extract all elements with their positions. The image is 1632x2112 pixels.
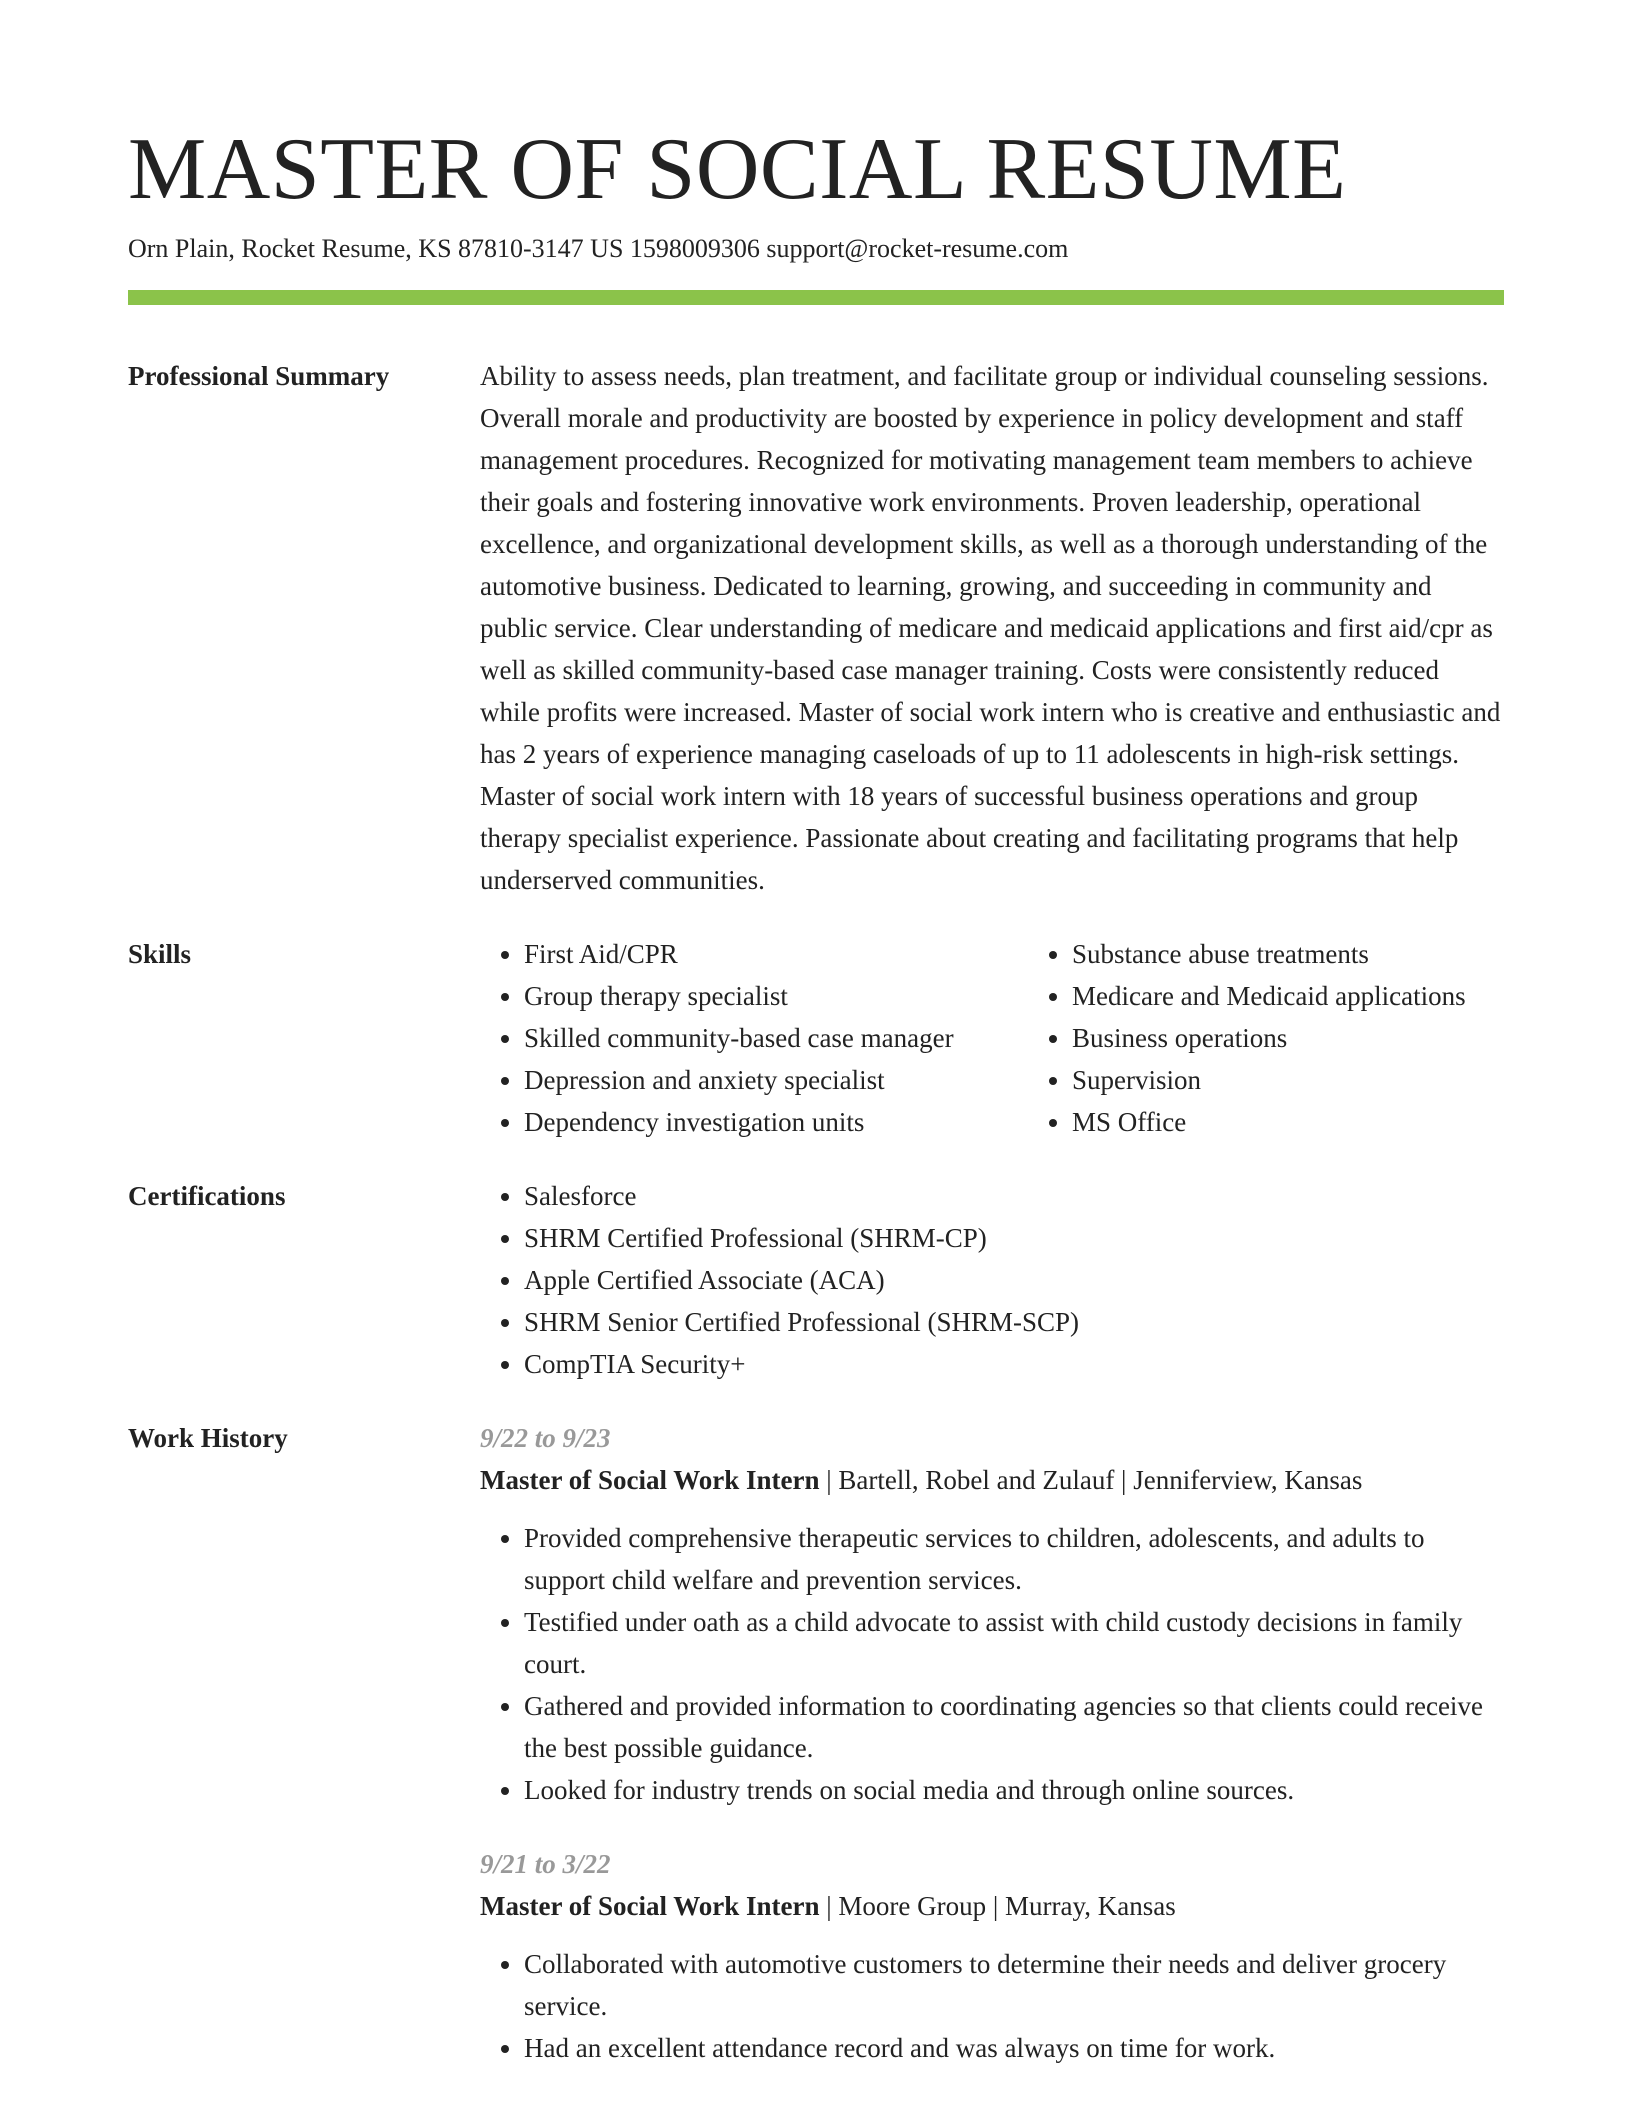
certifications-heading: Certifications bbox=[128, 1181, 286, 1211]
job-dates: 9/22 to 9/23 bbox=[480, 1423, 611, 1453]
job-entry bbox=[480, 1843, 1504, 2069]
skill-item: • Medicare and Medicaid applications bbox=[1072, 975, 1504, 1017]
resume-name: MASTER OF SOCIAL RESUME bbox=[128, 121, 1347, 218]
job-entry bbox=[480, 1417, 1504, 1811]
job-bullet: • Looked for industry trends on social media and through online sources. bbox=[524, 1769, 1504, 1811]
job-title: Master of Social Work Intern bbox=[480, 1465, 820, 1495]
job-title-line bbox=[480, 1459, 1504, 1501]
job-dates: 9/21 to 3/22 bbox=[480, 1849, 611, 1879]
job-bullets bbox=[480, 1943, 1504, 2069]
job-title: Master of Social Work Intern bbox=[480, 1891, 820, 1921]
skill-item: • MS Office bbox=[1072, 1101, 1504, 1143]
job-title-line bbox=[480, 1885, 1504, 1927]
job-bullet: • Collaborated with automotive customers to determine their needs and deliver grocery service. bbox=[524, 1943, 1504, 2027]
skill-item: • Substance abuse treatments bbox=[1072, 933, 1504, 975]
contact-line: Orn Plain, Rocket Resume, KS 87810-3147 US 1598009306 support@rocket-resume.com bbox=[128, 234, 1069, 263]
skill-item: • Supervision bbox=[1072, 1059, 1504, 1101]
certification-item: • Salesforce bbox=[524, 1175, 1504, 1217]
accent-divider bbox=[128, 290, 1504, 305]
job-bullet: • Testified under oath as a child advocate to assist with child custody decisions in family court. bbox=[524, 1601, 1504, 1685]
summary-text: Ability to assess needs, plan treatment, and facilitate group or individual counseling sessions. Overall morale and productivity are boosted by experience in policy development and staff management procedures. Recognized for motivating management team members to achieve their goals and fostering innovative work environments. Proven leadership, operational excellence, and organizational development skills, as well as a thorough understanding of the automotive business. Dedicated to learning, growing, and succeeding in community and public service. Clear understanding of medicare and medicaid applications and first aid/cpr as well as skilled community-based case manager training. Costs were consistently reduced while profits were increased. Master of social work intern who is creative and enthusiastic and has 2 years of experience managing caseloads of up to 11 adolescents in high-risk settings. Master of social work intern with 18 years of successful business operations and group therapy specialist experience. Passionate about creating and facilitating programs that help underserved communities. bbox=[480, 361, 1501, 895]
resume-page bbox=[128, 0, 1504, 2069]
summary-heading: Professional Summary bbox=[128, 361, 390, 391]
job-employer-location: | Moore Group | Murray, Kansas bbox=[819, 1891, 1176, 1921]
skills-heading: Skills bbox=[128, 939, 192, 969]
job-bullet: • Provided comprehensive therapeutic services to children, adolescents, and adults to support child welfare and prevention services. bbox=[524, 1517, 1504, 1601]
certifications-section bbox=[128, 1175, 1504, 1385]
job-bullets bbox=[480, 1517, 1504, 1811]
skill-item: • Skilled community-based case manager bbox=[524, 1017, 1028, 1059]
skills-list-column-2 bbox=[1028, 933, 1504, 1143]
certification-item: • Apple Certified Associate (ACA) bbox=[524, 1259, 1504, 1301]
skill-item: • First Aid/CPR bbox=[524, 933, 1028, 975]
skill-item: • Business operations bbox=[1072, 1017, 1504, 1059]
certification-item: • CompTIA Security+ bbox=[524, 1343, 1504, 1385]
job-bullet: • Gathered and provided information to coordinating agencies so that clients could receive the best possible guidance. bbox=[524, 1685, 1504, 1769]
job-bullet: • Had an excellent attendance record and was always on time for work. bbox=[524, 2027, 1504, 2069]
work-history-section bbox=[128, 1417, 1504, 2069]
summary-section bbox=[128, 355, 1504, 901]
certifications-list bbox=[480, 1175, 1504, 1385]
certification-item: • SHRM Certified Professional (SHRM-CP) bbox=[524, 1217, 1504, 1259]
job-employer-location: | Bartell, Robel and Zulauf | Jenniferview, Kansas bbox=[819, 1465, 1363, 1495]
skill-item: • Depression and anxiety specialist bbox=[524, 1059, 1028, 1101]
certification-item: • SHRM Senior Certified Professional (SHRM-SCP) bbox=[524, 1301, 1504, 1343]
skills-section bbox=[128, 933, 1504, 1143]
work-history-heading: Work History bbox=[128, 1423, 288, 1453]
skill-item: • Group therapy specialist bbox=[524, 975, 1028, 1017]
skill-item: • Dependency investigation units bbox=[524, 1101, 1028, 1143]
skills-list-column-1 bbox=[480, 933, 1028, 1143]
